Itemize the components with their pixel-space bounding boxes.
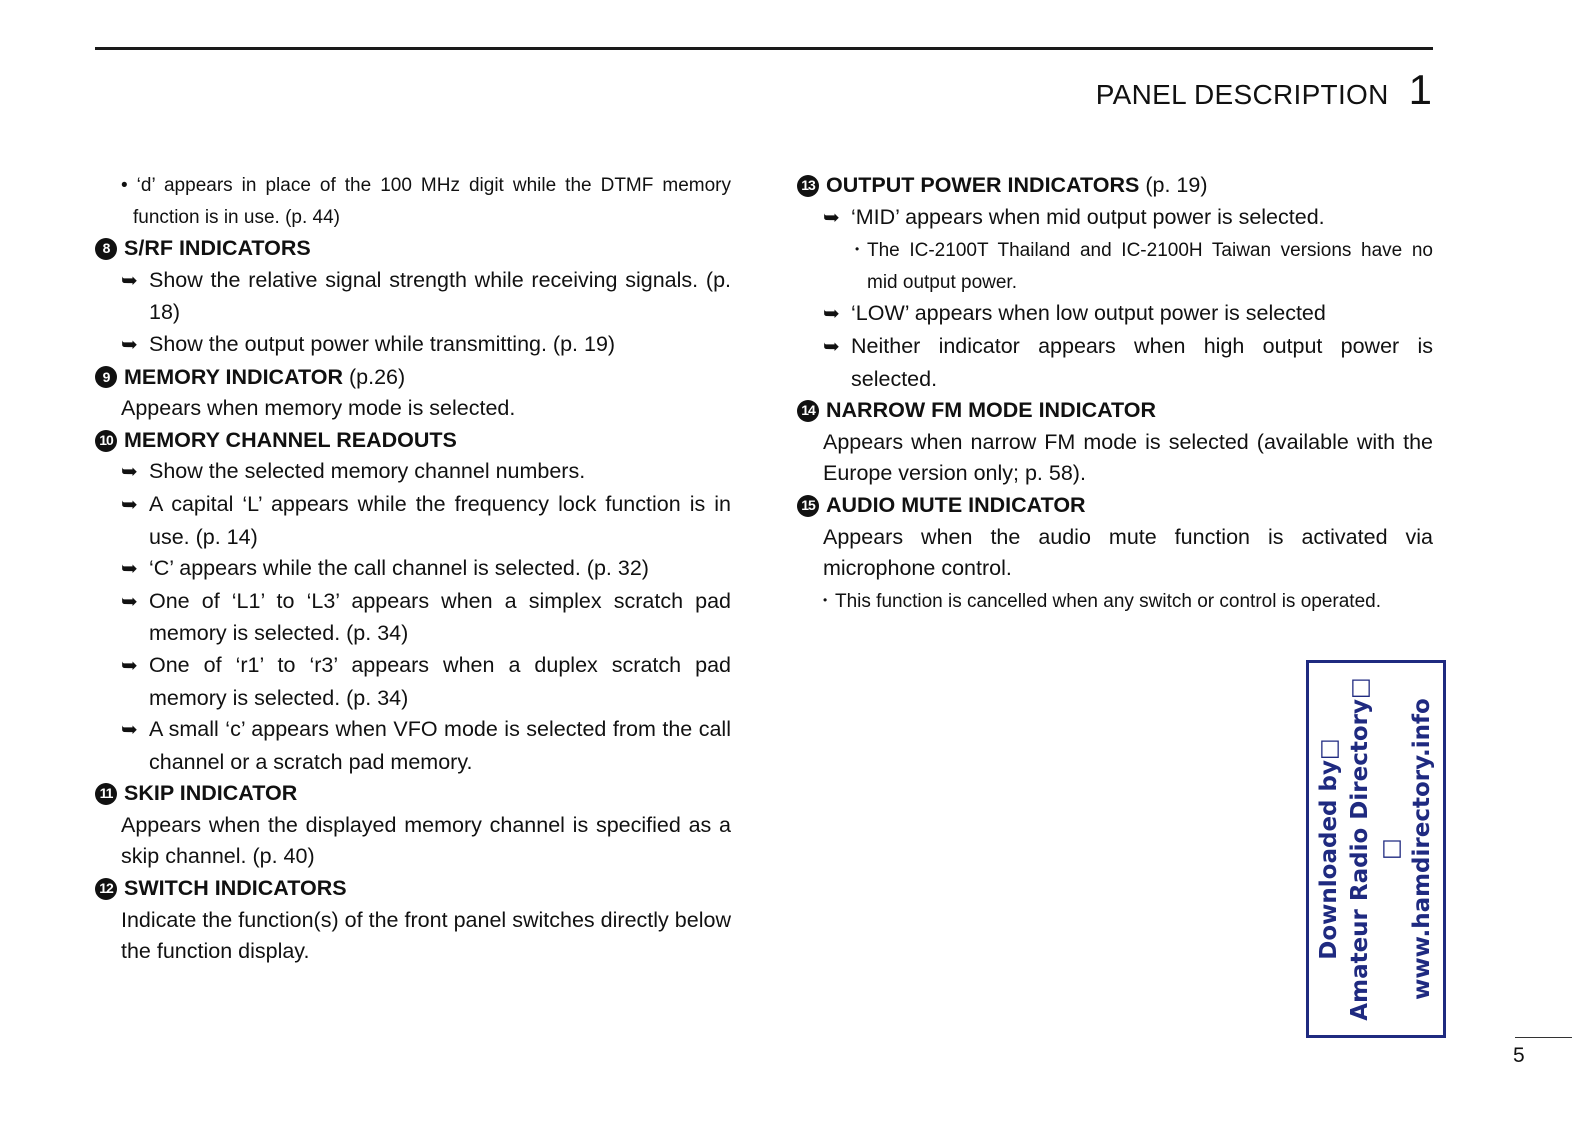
bullet <box>95 265 731 329</box>
heading-s15 <box>797 490 1433 522</box>
header-rule <box>95 47 1433 50</box>
arrow-right-icon: ➥ <box>121 590 138 613</box>
arrow-right-icon: ➥ <box>121 719 138 742</box>
bullet <box>95 456 731 489</box>
bullet <box>95 714 731 778</box>
bullet <box>95 586 731 650</box>
note-text: The IC-2100T Thailand and IC-2100H Taiwan versions have no mid output power. <box>867 240 1433 293</box>
note <box>797 585 1433 618</box>
arrow-right-icon: ➥ <box>121 333 138 356</box>
bullet <box>797 202 1433 235</box>
bullet-text: One of ‘L1’ to ‘L3’ appears when a simplex scratch pad memory is selected. (p. 34) <box>149 588 731 646</box>
page-ref: (p. 19) <box>1145 173 1208 197</box>
stamp-line: Amateur Radio Directory□ <box>1347 677 1373 1021</box>
heading-title: S/RF INDICATORS <box>124 236 311 261</box>
bullet-text: ‘C’ appears while the call channel is selected. (p. 32) <box>149 556 649 581</box>
paragraph: Appears when the displayed memory channel is specified as a skip channel. (p. 40) <box>121 812 731 869</box>
circled-number-icon: 14 <box>797 400 819 422</box>
heading-s10 <box>95 425 731 457</box>
bullet <box>95 553 731 586</box>
arrow-right-icon: ➥ <box>121 269 138 292</box>
bullet-text: Neither indicator appears when high output power is selected. <box>851 333 1433 391</box>
chapter-number: 1 <box>1408 66 1432 113</box>
stamp-line: Downloaded by□ <box>1316 738 1342 960</box>
right-column <box>797 170 1433 617</box>
bullet <box>95 489 731 553</box>
page-ref: (p.26) <box>349 364 406 389</box>
heading-s11 <box>95 778 731 810</box>
bullet-text: A capital ‘L’ appears while the frequency lock function is in use. (p. 14) <box>149 491 731 549</box>
note-dtmf: • ‘d’ appears in place of the 100 MHz digit while the DTMF memory function is in use. (p. 44) <box>121 175 731 228</box>
heading-title: SKIP INDICATOR <box>124 781 298 806</box>
left-column <box>95 170 731 968</box>
heading-title: SWITCH INDICATORS <box>124 876 347 901</box>
circled-number-icon: 15 <box>797 495 819 517</box>
bullet-text: Show the selected memory channel numbers. <box>149 459 586 484</box>
bullet <box>797 298 1433 331</box>
circled-number-icon: 8 <box>95 238 117 260</box>
bullet-text: Show the output power while transmitting. (p. 19) <box>149 331 616 356</box>
heading-title: MEMORY INDICATOR <box>124 364 343 389</box>
heading-s14 <box>797 395 1433 427</box>
bullet-dot-icon: • <box>855 242 860 257</box>
heading-title: OUTPUT POWER INDICATORS <box>826 173 1140 197</box>
heading-title: AUDIO MUTE INDICATOR <box>826 492 1086 517</box>
bullet-dot-icon: • <box>823 592 828 607</box>
arrow-right-icon: ➥ <box>121 461 138 484</box>
page-header <box>1096 66 1432 114</box>
bullet-text: A small ‘c’ appears when VFO mode is selected from the call channel or a scratch pad memory. <box>149 717 731 774</box>
note-text: This function is cancelled when any switch or control is operated. <box>835 590 1381 612</box>
bullet-text: One of ‘r1’ to ‘r3’ appears when a duplex scratch pad memory is selected. (p. 34) <box>149 652 731 710</box>
paragraph: Appears when the audio mute function is activated via microphone control. <box>823 524 1433 581</box>
paragraph: Appears when narrow FM mode is selected (available with the Europe version only; p. 58). <box>823 429 1433 486</box>
paragraph: Appears when memory mode is selected. <box>121 396 516 421</box>
circled-number-icon: 10 <box>95 430 117 452</box>
stamp-url: www.hamdirectory.info <box>1409 698 1435 1000</box>
arrow-right-icon: ➥ <box>823 206 840 229</box>
footer-rule <box>1515 1037 1572 1038</box>
stamp-text <box>1314 663 1438 1035</box>
bullet-text: ‘MID’ appears when mid output power is selected. <box>851 204 1325 229</box>
circled-number-icon: 13 <box>797 175 819 197</box>
heading-s8 <box>95 233 731 265</box>
circled-number-icon: 12 <box>95 878 117 900</box>
heading-s12 <box>95 873 731 905</box>
heading-s13 <box>797 170 1433 202</box>
heading-title: NARROW FM MODE INDICATOR <box>826 398 1157 423</box>
arrow-right-icon: ➥ <box>823 335 840 358</box>
bullet <box>797 331 1433 395</box>
bullet <box>95 329 731 362</box>
note <box>797 234 1433 298</box>
bullet-text: ‘LOW’ appears when low output power is selected <box>851 301 1326 326</box>
heading-title: MEMORY CHANNEL READOUTS <box>124 427 457 452</box>
section-title: PANEL DESCRIPTION <box>1095 79 1389 110</box>
page-number: 5 <box>1513 1044 1525 1067</box>
arrow-right-icon: ➥ <box>121 654 138 677</box>
arrow-right-icon: ➥ <box>121 558 138 581</box>
stamp-line: □ <box>1378 838 1404 860</box>
bullet <box>95 650 731 714</box>
download-stamp <box>1306 660 1446 1038</box>
arrow-right-icon: ➥ <box>121 493 138 516</box>
bullet-text: Show the relative signal strength while receiving signals. (p. 18) <box>149 267 731 325</box>
paragraph: Indicate the function(s) of the front panel switches directly below the function display. <box>121 907 731 964</box>
heading-s9 <box>95 362 731 394</box>
circled-number-icon: 11 <box>95 783 117 805</box>
arrow-right-icon: ➥ <box>823 303 840 326</box>
circled-number-icon: 9 <box>95 366 117 388</box>
